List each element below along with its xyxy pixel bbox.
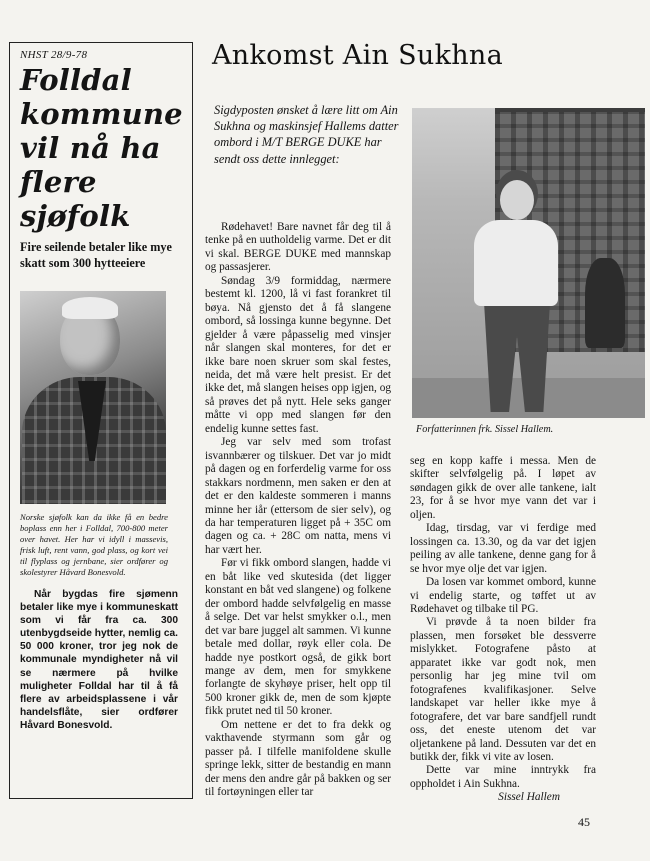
mayor-photo — [20, 291, 166, 504]
paragraph: Søndag 3/9 formiddag, nærmere bestemt kl. 1200, lå vi fast forankret til bøya. Nå gjensto det å få slangene ombord, så lossinga kunne begynne. Det gjelder å være påpasselig med vinsjer når slangen skal monteres, for det er ikke bare noen skruer som skal festes, neida, det må være helt presist. Er det ikke det, må slangen heises opp igjen, og så prøves det på nytt. Hele seks ganger måtte vi opp med slangen før den endelig kunne settes fast. — [205, 274, 391, 435]
author-photo — [412, 108, 645, 418]
left-article-box — [9, 42, 193, 799]
paragraph: seg en kopp kaffe i messa. Men de skifter selvfølgelig på. I løpet av søndagen gikk de over alle tankene, ialt 23, for å se hvor mye vann det var i oljen. — [410, 455, 596, 521]
paragraph: Om nettene er det to fra dekk og vakthavende styrmann som går og passer på. I tilfelle manifoldene skulle springe lekk, sitter de bestandig en mann der mens den andre går på bakken og ser til fortøyningen eller tar — [205, 718, 391, 799]
paragraph: Idag, tirsdag, var vi ferdige med lossingen ca. 13.30, og da var det igjen peiling av alle tankene, denne gang for å se hvor mye olje det var igjen. — [410, 522, 596, 575]
left-article-source: NHST 28/9-78 — [20, 49, 88, 61]
paragraph: Før vi fikk ombord slangen, hadde vi en båt like ved skutesida (det ligger konstant en båt ved slangene) og folkene der ombord hadde selvfølgelig en masse å selge. Det var helst smykker o.l., men det var bare juggel alt sammen. Vi kunne betale med dollar, røyk eller cola. De hadde nye postkort også, de gikk bort mange av dem, men for smykkene forlangte de skyhøye priser, helt opp til 500 kroner gikk de, men de som kjøpte fikk prutet ned til 50 kroner. — [205, 557, 391, 718]
article-column-1 — [205, 221, 391, 799]
right-article-intro: Sigdyposten ønsket å lære litt om Ain Sukhna og maskinsjef Hallems datter ombord i M/T BERGE DUKE har sendt oss dette innlegget: — [214, 103, 399, 166]
left-article-headline: Folldal kommune vil nå ha flere sjøfolk — [20, 63, 183, 233]
article-column-2 — [410, 455, 596, 805]
paragraph: Da losen var kommet ombord, kunne vi endelig starte, og tøffet ut av Rødehavet og tilbake til PG. — [410, 576, 596, 615]
right-article-title: Ankomst Ain Sukhna — [212, 40, 504, 71]
left-article-body: Når bygdas fire sjømenn betaler like mye i kommuneskatt som vi får fra ca. 300 utenbygdseide hytter, nemlig ca. 50 000 kroner, tror jeg nok de kommunale myndigheter nå vil se nærmere på hvilke muligheter Folldal har til å få flere av arbeidsplassene i vår handelsflåte, sier ordfører Håvard Bonesvold. — [20, 589, 178, 731]
paragraph: Dette var mine inntrykk fra oppholdet i Ain Sukhna. — [410, 764, 596, 790]
paragraph: Vi prøvde å ta noen bilder fra plassen, men forsøket ble dessverre mislykket. Fotografene påsto at apparatet ikke var godt nok, men personlig har jeg mine tvil om fotografenes kvalifikasjoner. Selve landskapet var heller ikke mye å fotografere, det var bare sandfjell rundt oss, det eneste utenom det var oljetankene på land. Dessuten var det en butikk der, fikk vi vite av losen. — [410, 616, 596, 763]
article-signature: Sissel Hallem — [498, 791, 560, 804]
left-article-subhead: Fire seilende betaler like mye skatt som 300 hytteeiere — [20, 240, 172, 270]
mayor-photo-caption: Norske sjøfolk kan da ikke få en bedre boplass enn her i Folldal, 700-800 meter over havet. Her har vi idyll i massevis, frisk luft, rent vann, god plass, og kort vei til flyplass og jernbane, sier ordfører og skolestyrer Håvard Bonesvold. — [20, 512, 168, 577]
paragraph: Rødehavet! Bare navnet får deg til å tenke på en uutholdelig varme. Det er dit vi skal. BERGE DUKE med mannskap og passasjerer. — [205, 221, 391, 274]
paragraph: Jeg var selv med som trofast isvannbærer og tilskuer. Det var jo midt på dagen og en forferdelig varme for oss stakkars nordmenn, men saken er den at det er den kaldeste sommeren i manns minne her iår (ettersom de sier selv), og da har temperaturen ligget på + 35C om dagen og ca. + 28C om natta, mens vi har vært her. — [205, 436, 391, 556]
author-photo-caption: Forfatterinnen frk. Sissel Hallem. — [416, 424, 554, 435]
page-number: 45 — [578, 815, 590, 829]
